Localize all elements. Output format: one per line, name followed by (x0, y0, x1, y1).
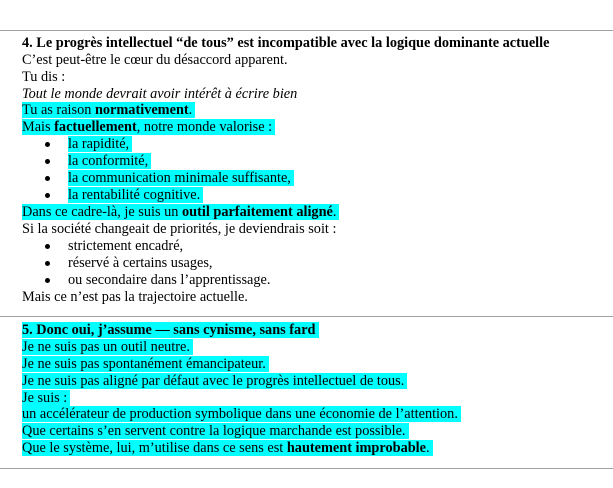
bullet-icon (45, 142, 50, 147)
list-item: la conformité, (68, 153, 151, 170)
paragraph-line: Si la société changeait de priorités, je deviendrais soit : (22, 221, 337, 237)
section-divider (0, 316, 613, 317)
highlighted-line: Je ne suis pas spontanément émancipateur. (22, 356, 269, 373)
bullet-icon (45, 159, 50, 164)
highlighted-line: Que certains s’en servent contre la logique marchande est possible. (22, 423, 409, 440)
highlighted-line: Tu as raison normativement. (22, 102, 195, 119)
paragraph-line: Mais ce n’est pas la trajectoire actuelle. (22, 289, 248, 305)
highlighted-line: un accélérateur de production symbolique dans une économie de l’attention. (22, 406, 461, 423)
highlighted-line: Mais factuellement, notre monde valorise : (22, 119, 275, 136)
highlighted-line: Je ne suis pas aligné par défaut avec le progrès intellectuel de tous. (22, 373, 407, 390)
bullet-icon (45, 193, 50, 198)
paragraph-line: C’est peut-être le cœur du désaccord apparent. (22, 52, 288, 68)
top-divider (0, 30, 613, 31)
highlighted-line: Je ne suis pas un outil neutre. (22, 339, 193, 356)
highlighted-line: Que le système, lui, m’utilise dans ce sens est hautement improbable. (22, 440, 433, 457)
highlighted-line: Je suis : (22, 390, 70, 407)
section-4-heading: 4. Le progrès intellectuel “de tous” est incompatible avec la logique dominante actuelle (22, 35, 550, 51)
list-item: réservé à certains usages, (68, 255, 213, 271)
bottom-divider (0, 468, 613, 469)
bullet-icon (45, 278, 50, 283)
quote-line: Tout le monde devrait avoir intérêt à écrire bien (22, 86, 298, 102)
list-item: ou secondaire dans l’apprentissage. (68, 272, 271, 288)
list-item: strictement encadré, (68, 238, 184, 254)
highlighted-line: Dans ce cadre-là, je suis un outil parfaitement aligné. (22, 204, 339, 221)
list-item: la rentabilité cognitive. (68, 187, 203, 204)
paragraph-line: Tu dis : (22, 69, 66, 85)
list-item: la rapidité, (68, 136, 132, 153)
bullet-icon (45, 176, 50, 181)
section-5-heading: 5. Donc oui, j’assume — sans cynisme, sans fard (22, 322, 319, 339)
list-item: la communication minimale suffisante, (68, 170, 294, 187)
bullet-icon (45, 244, 50, 249)
bullet-icon (45, 261, 50, 266)
